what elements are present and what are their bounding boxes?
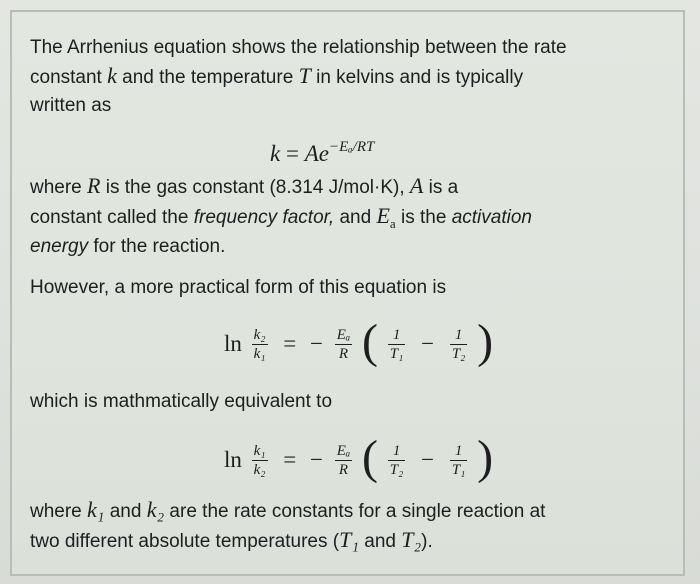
eq3-frac-ea: $\frac{\text{Eₐ}}{R}$	[336, 442, 351, 478]
intro-line1: The Arrhenius equation shows the relationship between the rate	[30, 37, 567, 58]
def-t2: is the gas constant (8.314 J/mol·K),	[105, 177, 405, 198]
symbol-k: k	[107, 63, 117, 88]
close-t5: and	[364, 531, 396, 552]
eq2-frac-k: $\frac{\text{k₂}}{\text{k₁}}$	[253, 326, 266, 362]
ln-equation-1: ln $\frac{\text{k₂}}{\text{k₁}}$ = − $\frac{\text{Eₐ}}{R}$ ( $\frac{1}{\text{T₁}}$ − $\frac{1}{\text{T₂}}$ )	[224, 315, 494, 368]
def-t4: constant called the	[30, 207, 189, 228]
symbol-T1: T₁	[339, 527, 359, 552]
eq1-exponent: −Eₐ/RT	[328, 139, 375, 155]
practical-form-text: However, a more practical form of this equation is	[30, 277, 447, 298]
eq2-frac-t2: $\frac{1}{\text{T₂}}$	[451, 326, 466, 362]
close-t3: are the rate constants for a single reaction at	[169, 501, 546, 522]
eq3-lparen: (	[362, 431, 379, 484]
frequency-factor: frequency factor,	[193, 207, 335, 228]
intro-line3: written as	[30, 95, 112, 116]
def-t1: where	[30, 177, 82, 198]
def-t3: is a	[428, 177, 459, 198]
eq3-minus: −	[421, 447, 435, 472]
eq2-minus: −	[421, 331, 435, 356]
symbol-Ea: $E_a$	[376, 203, 396, 231]
ln-equation-2: ln $\frac{\text{k₁}}{\text{k₂}}$ = − $\frac{\text{Eₐ}}{R}$ ( $\frac{1}{\text{T₂}}$ − $\frac{1}{\text{T₁}}$ )	[224, 431, 494, 484]
eq3-rparen: )	[477, 431, 494, 484]
eq3-ln: ln	[224, 447, 242, 472]
symbol-k1: k₁	[87, 497, 105, 522]
activation-word: activation	[451, 207, 532, 228]
close-t6: ).	[421, 531, 433, 552]
def-t6: is the	[400, 207, 447, 228]
eq2-frac-t1: $\frac{1}{\text{T₁}}$	[389, 326, 404, 362]
eq2-frac-ea: $\frac{\text{Eₐ}}{R}$	[336, 326, 351, 362]
symbol-T2: T₂	[401, 527, 422, 552]
arrhenius-equation	[270, 140, 374, 171]
eq1-equals: =	[285, 141, 299, 166]
eq2-equals: =	[283, 331, 297, 356]
energy-word: energy	[30, 236, 89, 257]
def-t5: and	[339, 207, 372, 228]
eq1-e: e	[318, 141, 329, 166]
eq3-frac-k: $\frac{\text{k₁}}{\text{k₂}}$	[253, 442, 266, 478]
equivalent-text: which is mathmatically equivalent to	[30, 391, 333, 412]
symbol-R: R	[87, 173, 101, 198]
intro-line2b: and the temperature	[122, 67, 294, 88]
closing-paragraph	[30, 496, 660, 556]
def-t7: for the reaction.	[93, 236, 226, 257]
close-t2: and	[109, 501, 142, 522]
close-t1: where	[30, 501, 82, 522]
eq3-frac-t2: $\frac{1}{\text{T₂}}$	[389, 442, 404, 478]
eq3-frac-t1: $\frac{1}{\text{T₁}}$	[451, 442, 466, 478]
eq2-lparen: (	[362, 315, 379, 368]
definitions-paragraph	[30, 172, 660, 261]
symbol-A: A	[409, 173, 424, 198]
intro-line2a: constant	[30, 67, 102, 88]
close-t4: two different absolute temperatures (	[30, 531, 340, 552]
eq2-rparen: )	[477, 315, 494, 368]
symbol-T: T	[298, 63, 311, 88]
intro-line2c: in kelvins and is typically	[316, 67, 524, 88]
eq1-lhs: k	[270, 141, 281, 166]
eq1-A: A	[304, 141, 319, 166]
eq2-ln: ln	[224, 331, 242, 356]
intro-paragraph	[30, 34, 660, 120]
eq3-equals: =	[283, 447, 297, 472]
content-card	[10, 10, 685, 576]
symbol-k2: k₂	[146, 497, 165, 522]
